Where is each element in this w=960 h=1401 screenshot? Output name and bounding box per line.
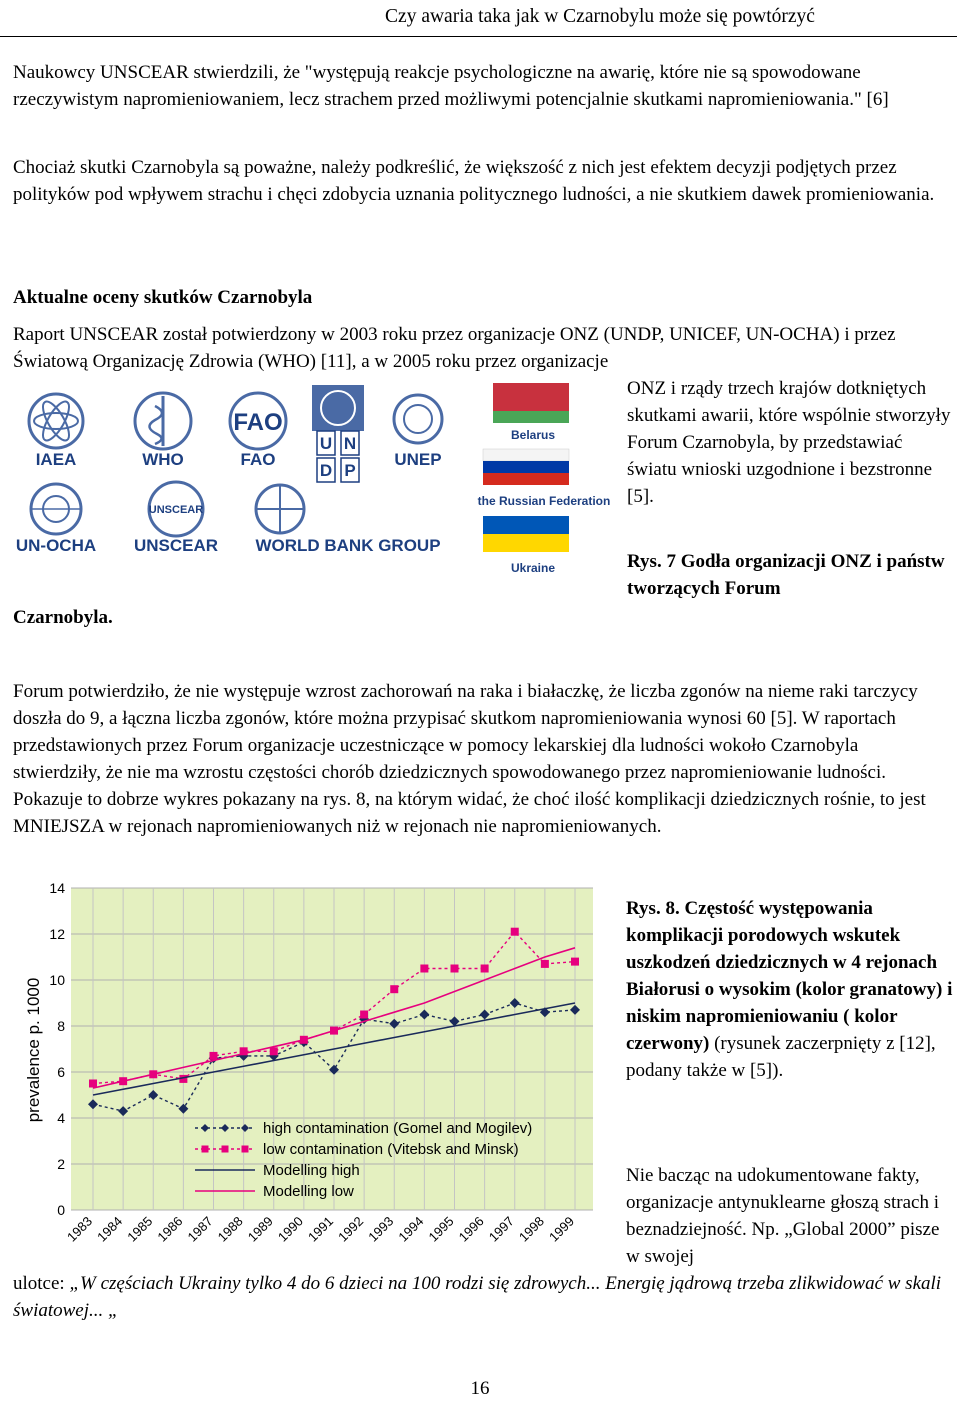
- paragraph-leaflet-quote: [13, 1270, 948, 1324]
- belarus-label: Belarus: [510, 428, 556, 442]
- header-rule: [0, 36, 957, 37]
- legend-label: Modelling low: [263, 1183, 354, 1200]
- paragraph-political-decisions: Chociaż skutki Czarnobyla są poważne, należy podkreślić, że większość z nich jest efektem decyzji podjętych przez polityków pod wpływem strachu i chęci zdobycia uznania politycznego ludności, a nie skutkiem dawek promieniowania.: [13, 157, 935, 205]
- ukraine-flag: [483, 516, 569, 575]
- y-tick-label: 4: [57, 1110, 65, 1126]
- russia-label: the Russian Federation: [477, 494, 611, 508]
- legend-label: Modelling high: [263, 1162, 360, 1179]
- legend-marker: [222, 1146, 229, 1153]
- running-header: Czy awaria taka jak w Czarnobylu może się powtórzyć: [385, 6, 815, 27]
- fao-emblem-text: FAO: [233, 409, 283, 436]
- x-tick-label: 1985: [124, 1213, 156, 1245]
- y-tick-labels: [49, 880, 65, 1218]
- y-tick-label: 12: [49, 926, 65, 942]
- undp-letter-u: U: [319, 434, 333, 453]
- unscear-logo: [134, 482, 218, 555]
- figure-8-caption-rest: (rysunek zaczerpnięty z [12], podany także w [5]).: [626, 1033, 936, 1081]
- undp-letter-n: N: [343, 434, 357, 453]
- iaea-label: IAEA: [35, 450, 77, 469]
- data-point: [420, 965, 428, 973]
- who-label: WHO: [142, 450, 184, 469]
- y-tick-label: 8: [57, 1018, 65, 1034]
- unscear-ring-text: UNSCEAR: [148, 504, 204, 516]
- who-logo: [135, 393, 191, 469]
- section-heading: Aktualne oceny skutków Czarnobyla: [13, 287, 313, 308]
- data-point: [451, 965, 459, 973]
- data-point: [270, 1047, 278, 1055]
- x-tick-label: 1994: [395, 1213, 427, 1245]
- y-tick-label: 14: [49, 880, 65, 896]
- leaflet-quote: „W częściach Ukrainy tylko 4 do 6 dzieci na 100 rodzi się zdrowych... Energię jądrową trzeba zlikwidować w skali światowej... „: [13, 1273, 942, 1321]
- data-point: [89, 1080, 97, 1088]
- paragraph-report-confirmed: Raport UNSCEAR został potwierdzony w 2003 roku przez organizacje ONZ (UNDP, UNICEF, UN-OCHA) i przez Światową Organizację Zdrowia (WHO) [11], a w 2005 roku przez organizacje: [13, 324, 896, 372]
- figure-7-caption-end: Czarnobyla.: [13, 607, 113, 628]
- unep-logo: [394, 395, 442, 469]
- x-tick-label: 1988: [214, 1213, 246, 1245]
- legend-label: low contamination (Vitebsk and Minsk): [263, 1141, 519, 1158]
- x-tick-label: 1997: [485, 1213, 517, 1245]
- x-tick-label: 1998: [515, 1213, 547, 1245]
- russia-flag: [478, 449, 611, 508]
- forum-country-flags: [458, 381, 618, 581]
- paragraph-forum-findings: Forum potwierdziło, że nie występuje wzrost zachorowań na raka i białaczkę, że liczba zgonów na nieme raki tarczycy doszła do 9, a łączna liczba zgonów, które można przypisać skutkom napromieniowania wynosi 60 [5]. W raportach przedstawionych przez Forum organizacje uczestniczące w pomocy lekarskiej dla ludności wokoło Czarnobyla stwierdziły, że nie ma wzrostu częstości chorób dziedzicznych spowodowanego przez napromieniowanie ludności. Pokazuje to dobrze wykres pokazany na rys. 8, na którym widać, że choć ilość komplikacji dziedzicznych rośnie, to jest MNIEJSZA w rejonach napromieniowanych niż w rejonach nie napromieniowanych.: [13, 681, 926, 837]
- paragraph-antinuclear-side: Nie bacząc na udokumentowane fakty, organizacje antynuklearne głoszą strach i beznadziejność. Np. „Global 2000” pisze w swojej: [626, 1165, 940, 1267]
- data-point: [390, 985, 398, 993]
- data-point: [571, 958, 579, 966]
- data-point: [360, 1011, 368, 1019]
- x-tick-labels: [64, 1214, 577, 1245]
- x-tick-label: 1983: [64, 1213, 96, 1245]
- unscear-label: UNSCEAR: [133, 536, 219, 555]
- fao-label: FAO: [240, 450, 276, 469]
- y-tick-label: 6: [57, 1064, 65, 1080]
- undp-logo: [312, 385, 364, 482]
- legend-marker: [242, 1146, 249, 1153]
- data-point: [541, 960, 549, 968]
- page-number: 16: [470, 1378, 490, 1399]
- world-bank-label: WORLD BANK GROUP: [255, 536, 441, 555]
- fao-logo: [230, 393, 286, 469]
- paragraph-forum-side: ONZ i rządy trzech krajów dotkniętych skutkami awarii, które wspólnie stworzyły Forum Czarnobyla, by przedstawiać światu wnioski uzgodnione i bezstronne [5].: [627, 378, 951, 507]
- figure-8-caption: [626, 895, 956, 1084]
- y-axis-label: prevalence p. 1000: [24, 977, 43, 1123]
- x-tick-label: 1989: [244, 1213, 276, 1245]
- y-tick-label: 2: [57, 1156, 65, 1172]
- undp-letter-d: D: [319, 461, 333, 480]
- figure-8-caption-bold: Rys. 8. Częstość występowania komplikacji porodowych wskutek uszkodzeń dziedzicznych w 4 rejonach Białorusi o wysokim (kolor granatowy) i niskim napromieniowaniu ( kolor czerwony): [626, 898, 953, 1054]
- data-point: [511, 928, 519, 936]
- belarus-flag: [483, 383, 569, 442]
- legend-label: high contamination (Gomel and Mogilev): [263, 1120, 533, 1137]
- x-tick-label: 1987: [184, 1213, 216, 1245]
- figure-7-caption: Rys. 7 Godła organizacji ONZ i państw tworzących Forum: [627, 551, 945, 599]
- x-tick-label: 1996: [455, 1213, 487, 1245]
- paragraph-unscear-quote: Naukowcy UNSCEAR stwierdzili, że "występują reakcje psychologiczne na awarię, które nie są spowodowane rzeczywistym napromieniowaniem, lecz strachem przed możliwymi potencjalnie skutkami napromieniowania." [6]: [13, 62, 889, 110]
- unep-label: UNEP: [394, 450, 442, 469]
- un-ocha-label: UN-OCHA: [15, 536, 97, 555]
- y-tick-label: 10: [49, 972, 65, 988]
- x-tick-label: 1984: [94, 1213, 126, 1245]
- leaflet-prefix: ulotce:: [13, 1273, 70, 1294]
- x-tick-label: 1990: [274, 1213, 306, 1245]
- x-tick-label: 1991: [305, 1213, 337, 1245]
- x-tick-label: 1995: [425, 1213, 457, 1245]
- un-organization-logos: [8, 381, 453, 561]
- x-tick-label: 1986: [154, 1213, 186, 1245]
- x-tick-label: 1993: [365, 1213, 397, 1245]
- y-tick-label: 0: [57, 1202, 65, 1218]
- world-bank-logo: [255, 485, 440, 555]
- x-tick-label: 1999: [546, 1213, 578, 1245]
- legend-marker: [202, 1146, 209, 1153]
- iaea-logo: [29, 394, 83, 469]
- data-point: [210, 1052, 218, 1060]
- x-tick-label: 1992: [335, 1213, 367, 1245]
- ukraine-label: Ukraine: [510, 561, 556, 575]
- data-point: [481, 965, 489, 973]
- prevalence-chart: [15, 875, 605, 1265]
- un-ocha-logo: [16, 484, 96, 555]
- undp-letter-p: P: [344, 461, 356, 480]
